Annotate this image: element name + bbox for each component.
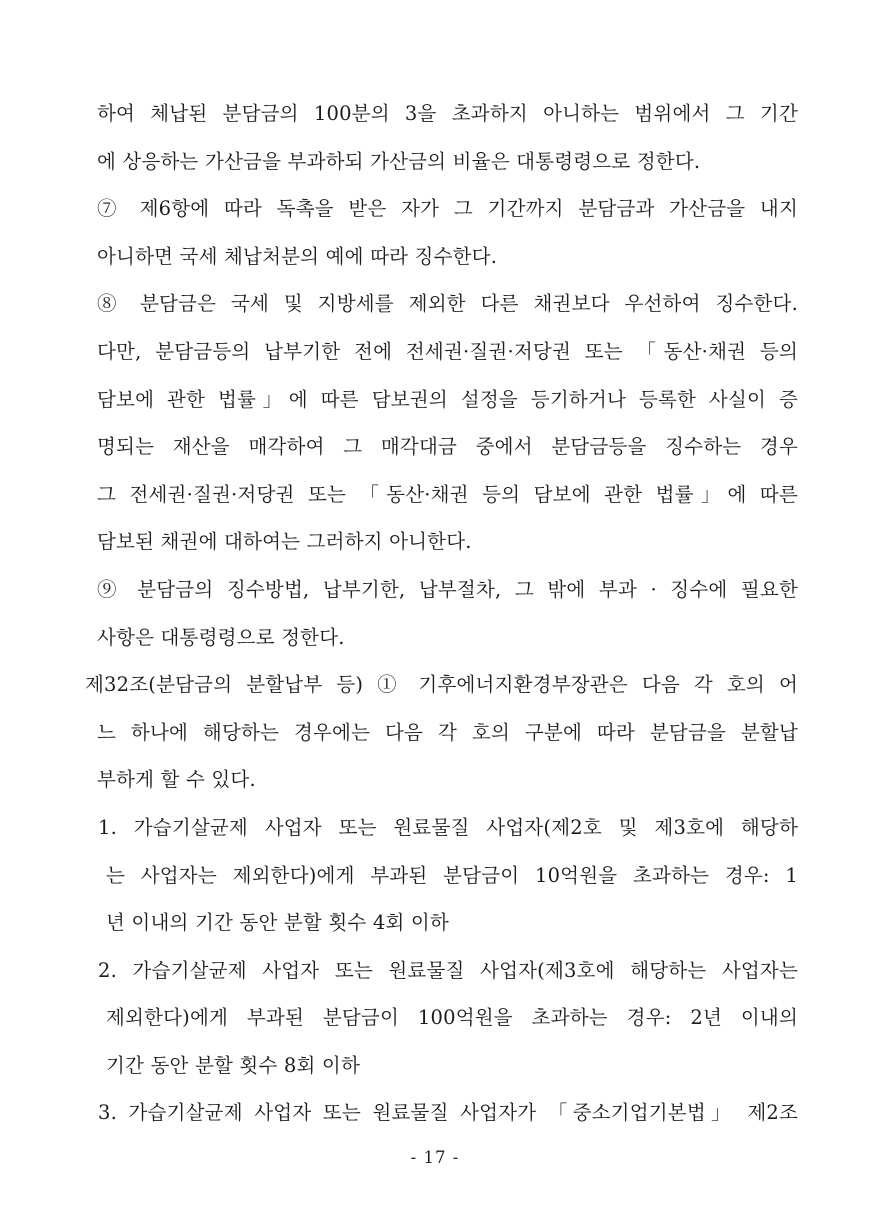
text-line: 담보된 채권에 대하여는 그러하지 아니한다. [97, 530, 472, 554]
text-line: 년 이내의 기간 동안 분할 횟수 4회 이하 [106, 911, 449, 935]
text-line: ⑨ 분담금의 징수방법, 납부기한, 납부절차, 그 밖에 부과 · 징수에 필요한 [97, 577, 798, 601]
document-body [85, 90, 798, 1137]
text-line: 다만, 분담금등의 납부기한 전에 전세권·질권·저당권 또는 「동산·채권 등의 [97, 339, 798, 363]
text-line: 3. 가습기살균제 사업자 또는 원료물질 사업자가 「중소기업기본법」 제2조 [98, 1101, 798, 1125]
text-line: 담보에 관한 법률」에 따른 담보권의 설정을 등기하거나 등록한 사실이 증 [97, 387, 798, 411]
text-line: 하여 체납된 분담금의 100분의 3을 초과하지 아니하는 범위에서 그 기간 [97, 102, 798, 125]
page-number-footer: - 17 - [410, 1148, 460, 1167]
text-line: 제32조(분담금의 분할납부 등) ① 기후에너지환경부장관은 다음 각 호의 어 [85, 673, 798, 697]
text-line: 느 하나에 해당하는 경우에는 다음 각 호의 구분에 따라 분담금을 분할납 [97, 720, 798, 744]
text-line: ⑦ 제6항에 따라 독촉을 받은 자가 그 기간까지 분담금과 가산금을 내지 [97, 197, 798, 221]
text-line: 기간 동안 분할 횟수 8회 이하 [106, 1053, 361, 1077]
text-line: 그 전세권·질권·저당권 또는 「동산·채권 등의 담보에 관한 법률」에 따른 [97, 482, 798, 506]
text-line: 2. 가습기살균제 사업자 또는 원료물질 사업자(제3호에 해당하는 사업자는 [98, 958, 798, 982]
text-line: 명되는 재산을 매각하여 그 매각대금 중에서 분담금등을 징수하는 경우 [97, 435, 798, 459]
text-line: ⑧ 분담금은 국세 및 지방세를 제외한 다른 채권보다 우선하여 징수한다. [97, 292, 798, 316]
text-line: 제외한다)에게 부과된 분담금이 100억원을 초과하는 경우: 2년 이내의 [106, 1006, 798, 1030]
text-line: 는 사업자는 제외한다)에게 부과된 분담금이 10억원을 초과하는 경우: 1 [106, 863, 798, 887]
text-line: 에 상응하는 가산금을 부과하되 가산금의 비율은 대통령령으로 정한다. [97, 149, 701, 173]
text-line: 1. 가습기살균제 사업자 또는 원료물질 사업자(제2호 및 제3호에 해당하 [98, 815, 798, 839]
text-line: 사항은 대통령령으로 정한다. [97, 625, 345, 649]
text-line: 부하게 할 수 있다. [97, 768, 256, 792]
text-line: 아니하면 국세 체납처분의 예에 따라 징수한다. [97, 244, 498, 268]
